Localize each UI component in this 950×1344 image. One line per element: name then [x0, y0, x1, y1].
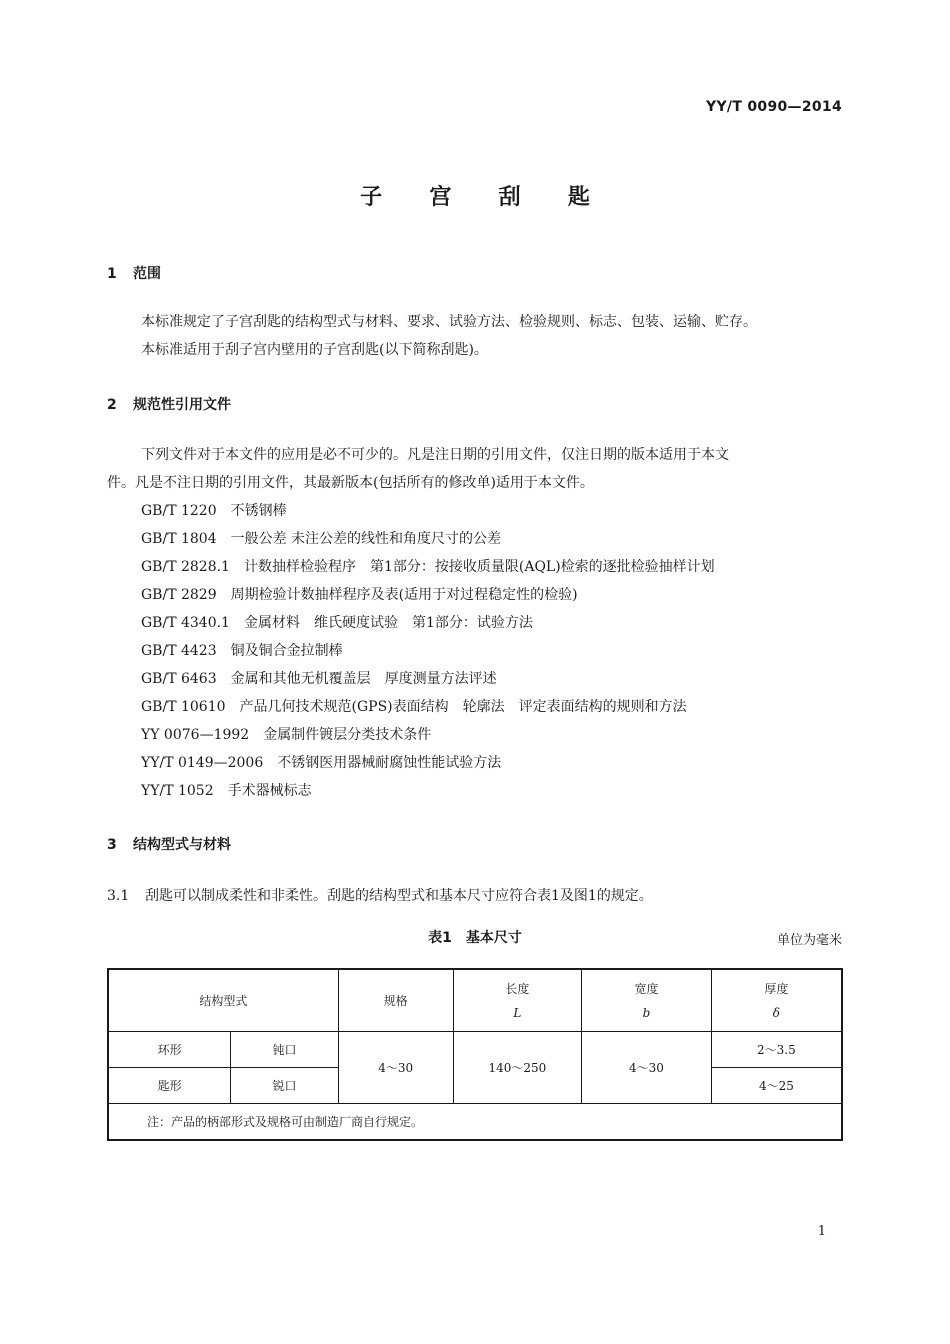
reference-item	[141, 612, 533, 632]
clause-number: 3.1	[107, 888, 130, 904]
cell-shape: 环形	[108, 1032, 231, 1068]
section-1-paragraph-2: 本标准适用于刮子宫内壁用的子宫刮匙(以下简称刮匙)。	[141, 342, 488, 358]
clause-3-1	[107, 882, 653, 910]
cell-thickness: 4～25	[711, 1068, 842, 1104]
page-number: 1	[817, 1224, 826, 1239]
header-type: 结构型式	[108, 969, 338, 1032]
reference-item	[141, 752, 501, 772]
dimensions-table	[107, 968, 843, 1141]
table-row	[108, 1032, 842, 1068]
reference-code: YY/T 0149—2006	[141, 755, 264, 771]
header-width-label: 宽度	[634, 981, 659, 996]
cell-edge: 锐口	[231, 1068, 339, 1104]
table-caption: 表1 基本尺寸	[428, 930, 522, 946]
header-width-symbol: b	[642, 1005, 651, 1020]
reference-title: 一般公差 未注公差的线性和角度尺寸的公差	[230, 531, 502, 547]
reference-code: GB/T 2829	[141, 587, 217, 603]
cell-spec: 4～30	[338, 1032, 453, 1104]
reference-item	[141, 668, 497, 688]
header-width	[582, 969, 712, 1032]
section-2-paragraph-line-1: 下列文件对于本文件的应用是必不可少的。凡是注日期的引用文件，仅注日期的版本适用于本文	[141, 447, 729, 463]
header-thickness	[711, 969, 842, 1032]
section-number: 1	[107, 266, 117, 282]
reference-code: GB/T 4340.1	[141, 615, 230, 631]
section-number: 3	[107, 837, 117, 853]
table-unit: 单位为毫米	[776, 933, 842, 948]
reference-title: 手术器械标志	[227, 783, 312, 799]
section-1-paragraph-1: 本标准规定了子宫刮匙的结构型式与材料、要求、试验方法、检验规则、标志、包装、运输、贮存。	[141, 314, 757, 330]
section-2-heading	[107, 394, 231, 414]
standard-number: YY/T 0090—2014	[706, 99, 842, 115]
section-title: 范围	[133, 266, 161, 282]
cell-edge: 钝口	[231, 1032, 339, 1068]
table-note: 注：产品的柄部形式及规格可由制造厂商自行规定。	[108, 1104, 842, 1141]
reference-item	[141, 640, 343, 660]
reference-code: GB/T 4423	[141, 643, 217, 659]
header-length	[453, 969, 582, 1032]
table-note-row	[108, 1104, 842, 1141]
reference-title: 铜及铜合金拉制棒	[230, 643, 343, 659]
header-spec: 规格	[338, 969, 453, 1032]
cell-thickness: 2～3.5	[711, 1032, 842, 1068]
reference-code: GB/T 10610	[141, 699, 226, 715]
section-2-paragraph-line-2: 件。凡是不注日期的引用文件，其最新版本(包括所有的修改单)适用于本文件。	[107, 475, 594, 491]
reference-title: 产品几何技术规范(GPS)表面结构 轮廓法 评定表面结构的规则和方法	[239, 699, 687, 715]
reference-item	[141, 556, 715, 576]
cell-shape: 匙形	[108, 1068, 231, 1104]
reference-item	[141, 696, 687, 716]
reference-title: 计数抽样检验程序 第1部分：按接收质量限(AQL)检索的逐批检验抽样计划	[243, 559, 715, 575]
reference-code: GB/T 1804	[141, 531, 217, 547]
reference-item	[141, 724, 431, 744]
reference-title: 金属和其他无机覆盖层 厚度测量方法评述	[230, 671, 497, 687]
reference-title: 不锈钢棒	[230, 503, 287, 519]
reference-title: 金属材料 维氏硬度试验 第1部分：试验方法	[243, 615, 533, 631]
reference-item	[141, 584, 578, 604]
reference-title: 金属制件镀层分类技术条件	[263, 727, 432, 743]
document-title: 子 宫 刮 匙	[360, 185, 610, 210]
header-length-label: 长度	[505, 981, 530, 996]
reference-code: YY/T 1052	[141, 783, 214, 799]
cell-length: 140～250	[453, 1032, 582, 1104]
header-thickness-label: 厚度	[764, 981, 789, 996]
section-number: 2	[107, 397, 117, 413]
section-title: 规范性引用文件	[133, 397, 231, 413]
reference-code: GB/T 6463	[141, 671, 217, 687]
section-title: 结构型式与材料	[133, 837, 231, 853]
reference-title: 不锈钢医用器械耐腐蚀性能试验方法	[277, 755, 502, 771]
cell-width: 4～30	[582, 1032, 712, 1104]
section-1-heading	[107, 263, 161, 283]
reference-item	[141, 500, 287, 520]
header-length-symbol: L	[513, 1005, 522, 1020]
table-header-row	[108, 969, 842, 1032]
header-thickness-symbol: δ	[772, 1005, 781, 1020]
reference-item	[141, 780, 312, 800]
clause-text: 刮匙可以制成柔性和非柔性。刮匙的结构型式和基本尺寸应符合表1及图1的规定。	[145, 888, 653, 904]
reference-code: GB/T 2828.1	[141, 559, 230, 575]
reference-code: GB/T 1220	[141, 503, 217, 519]
reference-code: YY 0076—1992	[141, 727, 250, 743]
section-3-heading	[107, 834, 231, 854]
reference-title: 周期检验计数抽样程序及表(适用于对过程稳定性的检验)	[230, 587, 578, 603]
reference-item	[141, 528, 501, 548]
